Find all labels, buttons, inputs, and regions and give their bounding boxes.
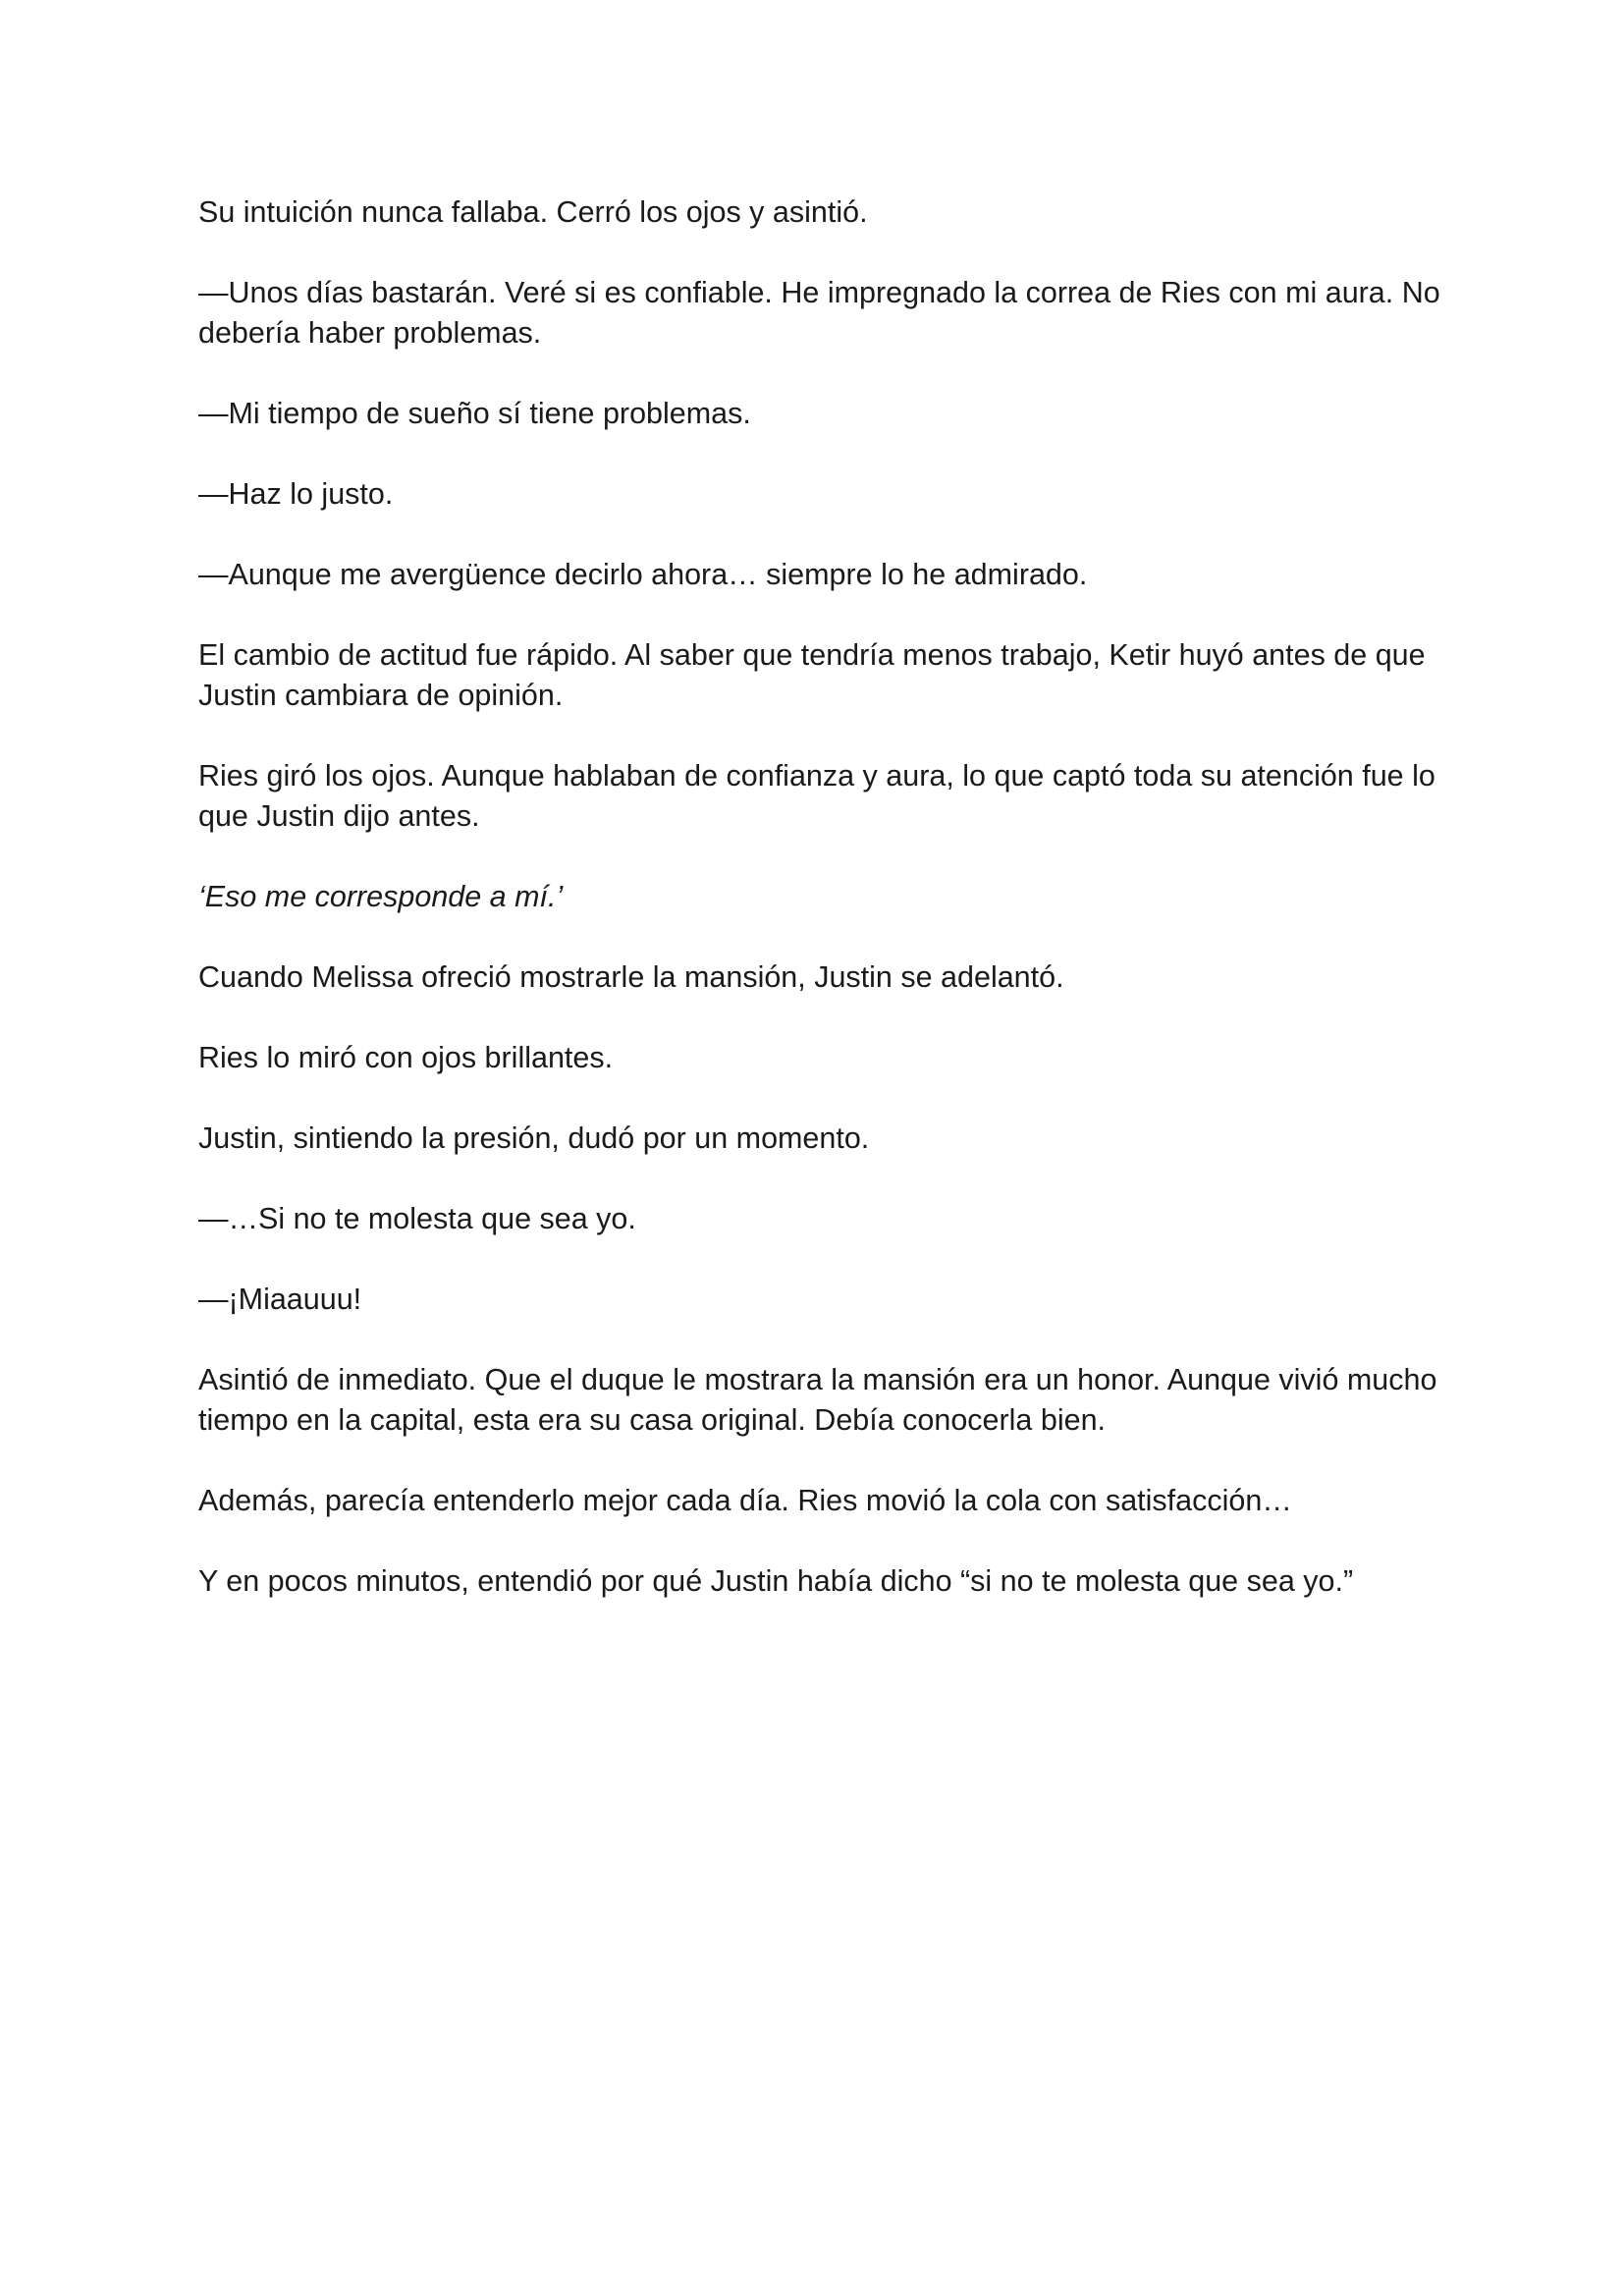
paragraph: Ries lo miró con ojos brillantes. [198,1041,614,1074]
paragraph: Ries giró los ojos. Aunque hablaban de confianza y aura, lo que captó toda su atención fue lo que Justin dijo antes. [198,759,1435,833]
document-body [198,192,1455,1642]
paragraph: —Haz lo justo. [198,477,394,511]
paragraph: —Unos días bastarán. Veré si es confiable. He impregnado la correa de Ries con mi aura. No debería haber problemas. [198,276,1440,350]
paragraph: —Mi tiempo de sueño sí tiene problemas. [198,397,751,430]
paragraph: —…Si no te molesta que sea yo. [198,1202,636,1235]
paragraph: —Aunque me avergüence decirlo ahora… siempre lo he admirado. [198,558,1088,591]
paragraph: El cambio de actitud fue rápido. Al saber que tendría menos trabajo, Ketir huyó antes de que Justin cambiara de opinión. [198,638,1426,712]
paragraph: Su intuición nunca fallaba. Cerró los ojos y asintió. [198,195,868,229]
italic-thought-paragraph: ‘Eso me corresponde a mí.’ [198,880,564,913]
paragraph: Además, parecía entenderlo mejor cada día. Ries movió la cola con satisfacción… [198,1484,1292,1517]
paragraph: Justin, sintiendo la presión, dudó por un momento. [198,1121,870,1155]
paragraph: Cuando Melissa ofreció mostrarle la mansión, Justin se adelantó. [198,960,1064,994]
paragraph: Y en pocos minutos, entendió por qué Justin había dicho “si no te molesta que sea yo.” [198,1564,1354,1598]
paragraph: Asintió de inmediato. Que el duque le mostrara la mansión era un honor. Aunque vivió mucho tiempo en la capital, esta era su casa original. Debía conocerla bien. [198,1363,1437,1437]
paragraph: —¡Miaauuu! [198,1283,362,1316]
